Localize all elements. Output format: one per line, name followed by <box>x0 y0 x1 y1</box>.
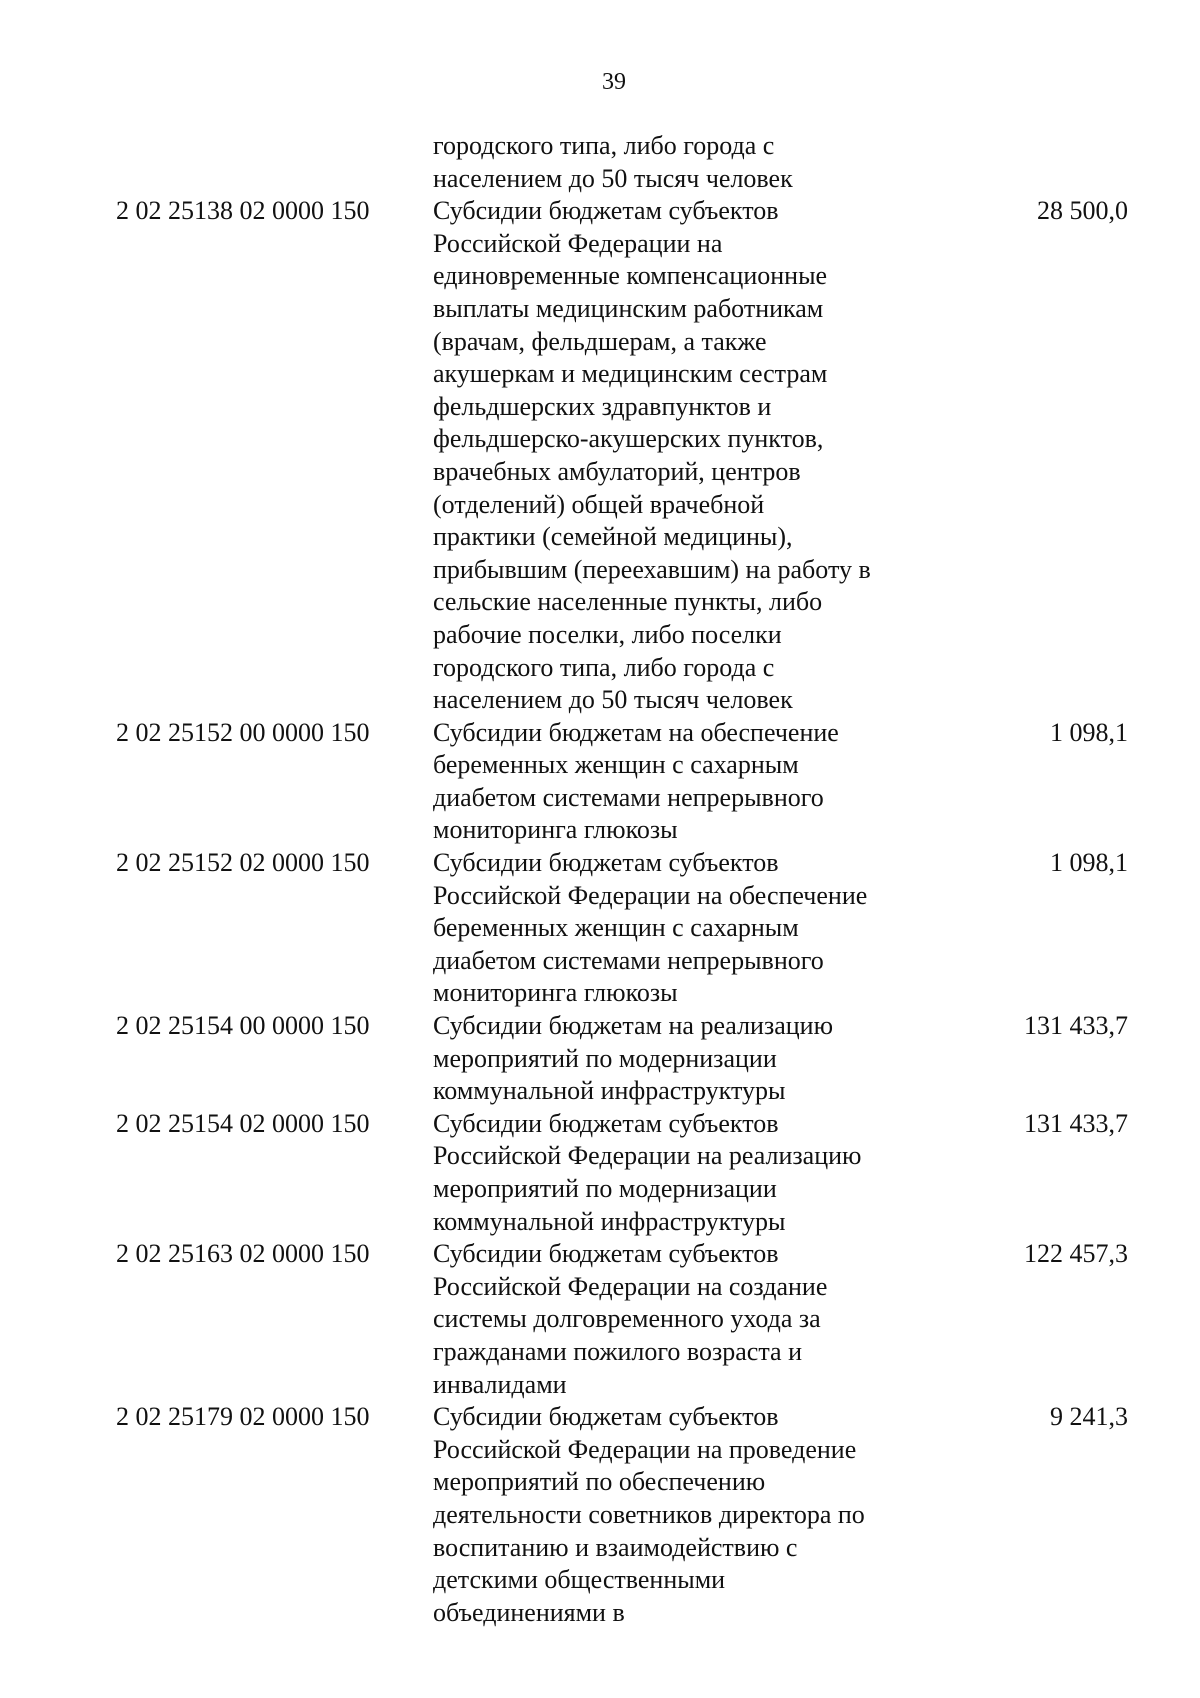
description-line: Российской Федерации на обеспечение <box>433 880 868 910</box>
description-line: системы долговременного ухода за <box>433 1304 821 1334</box>
description-line: Российской Федерации на создание <box>433 1271 828 1301</box>
description-line: прибывшим (переехавшим) на работу в <box>433 554 871 584</box>
page-number: 39 <box>602 69 626 95</box>
description-line: коммунальной инфраструктуры <box>433 1076 786 1106</box>
description-line: деятельности советников директора по <box>433 1499 865 1529</box>
description-line: Субсидии бюджетам субъектов <box>433 1402 779 1432</box>
budget-code: 2 02 25152 02 0000 150 <box>116 848 370 878</box>
table-row <box>0 1010 1200 1108</box>
description-line: гражданами пожилого возраста и <box>433 1336 802 1366</box>
table-row <box>0 1108 1200 1238</box>
table-row <box>0 1401 1200 1629</box>
amount-value: 28 500,0 <box>1037 196 1128 226</box>
description-line: диабетом системами непрерывного <box>433 782 824 812</box>
row-description <box>433 1401 913 1629</box>
description-line: (врачам, фельдшерам, а также <box>433 326 767 356</box>
description-line: рабочие поселки, либо поселки <box>433 619 782 649</box>
description-line: Российской Федерации на проведение <box>433 1434 857 1464</box>
description-line: Российской Федерации на <box>433 228 723 258</box>
description-line: мероприятий по модернизации <box>433 1174 777 1203</box>
amount-value: 1 098,1 <box>1050 717 1128 747</box>
row-description <box>433 195 913 717</box>
row-description <box>433 130 913 195</box>
budget-code: 2 02 25163 02 0000 150 <box>116 1239 370 1269</box>
description-line: практики (семейной медицины), <box>433 522 793 552</box>
description-line: населением до 50 тысяч человек <box>433 685 793 715</box>
amount-value: 131 433,7 <box>1024 1108 1128 1138</box>
budget-code: 2 02 25138 02 0000 150 <box>116 196 370 226</box>
description-line: (отделений) общей врачебной <box>433 489 765 519</box>
budget-code: 2 02 25154 02 0000 150 <box>116 1108 370 1138</box>
description-line: городского типа, либо города с <box>433 131 775 160</box>
description-line: Субсидии бюджетам субъектов <box>433 848 779 878</box>
amount-value: 131 433,7 <box>1024 1011 1128 1041</box>
description-line: акушеркам и медицинским сестрам <box>433 359 828 389</box>
amount-value: 122 457,3 <box>1024 1239 1128 1269</box>
row-description <box>433 1010 913 1108</box>
description-line: врачебных амбулаторий, центров <box>433 456 801 486</box>
amount-value: 1 098,1 <box>1050 848 1128 878</box>
description-line: диабетом системами непрерывного <box>433 945 824 975</box>
description-line: мониторинга глюкозы <box>433 978 678 1008</box>
description-line: Российской Федерации на реализацию <box>433 1141 862 1171</box>
description-line: детскими общественными <box>433 1565 726 1595</box>
description-line: мероприятий по обеспечению <box>433 1467 766 1497</box>
budget-code: 2 02 25152 00 0000 150 <box>116 717 370 747</box>
description-line: фельдшерско-акушерских пунктов, <box>433 424 824 454</box>
description-line: беременных женщин с сахарным <box>433 913 799 943</box>
row-description <box>433 1238 913 1401</box>
description-line: воспитанию и взаимодействию с <box>433 1532 798 1562</box>
description-line: беременных женщин с сахарным <box>433 750 799 780</box>
table-row <box>0 1238 1200 1401</box>
budget-code: 2 02 25154 00 0000 150 <box>116 1011 370 1041</box>
amount-value: 9 241,3 <box>1050 1402 1128 1432</box>
budget-code: 2 02 25179 02 0000 150 <box>116 1402 370 1432</box>
description-line: мероприятий по модернизации <box>433 1043 777 1073</box>
table-row <box>0 195 1200 717</box>
description-line: городского типа, либо города с <box>433 652 775 682</box>
table-row <box>0 847 1200 1010</box>
row-description <box>433 847 913 1010</box>
description-line: Субсидии бюджетам на обеспечение <box>433 717 839 747</box>
description-line: населением до 50 тысяч человек <box>433 163 793 193</box>
description-line: выплаты медицинским работникам <box>433 293 824 323</box>
budget-table <box>0 130 1200 1629</box>
description-line: Субсидии бюджетам на реализацию <box>433 1011 834 1041</box>
description-line: Субсидии бюджетам субъектов <box>433 1239 779 1269</box>
row-description <box>433 717 913 847</box>
continuation-row <box>0 130 1200 195</box>
description-line: сельские населенные пункты, либо <box>433 587 823 617</box>
table-row <box>0 717 1200 847</box>
description-line: фельдшерских здравпунктов и <box>433 391 772 421</box>
description-line: единовременные компенсационные <box>433 261 828 291</box>
description-line: коммунальной инфраструктуры <box>433 1206 786 1236</box>
row-description <box>433 1108 913 1238</box>
description-line: Субсидии бюджетам субъектов <box>433 196 779 226</box>
description-line: инвалидами <box>433 1369 567 1399</box>
description-line: Субсидии бюджетам субъектов <box>433 1108 779 1138</box>
description-line: мониторинга глюкозы <box>433 815 678 845</box>
description-line: объединениями в <box>433 1597 625 1627</box>
